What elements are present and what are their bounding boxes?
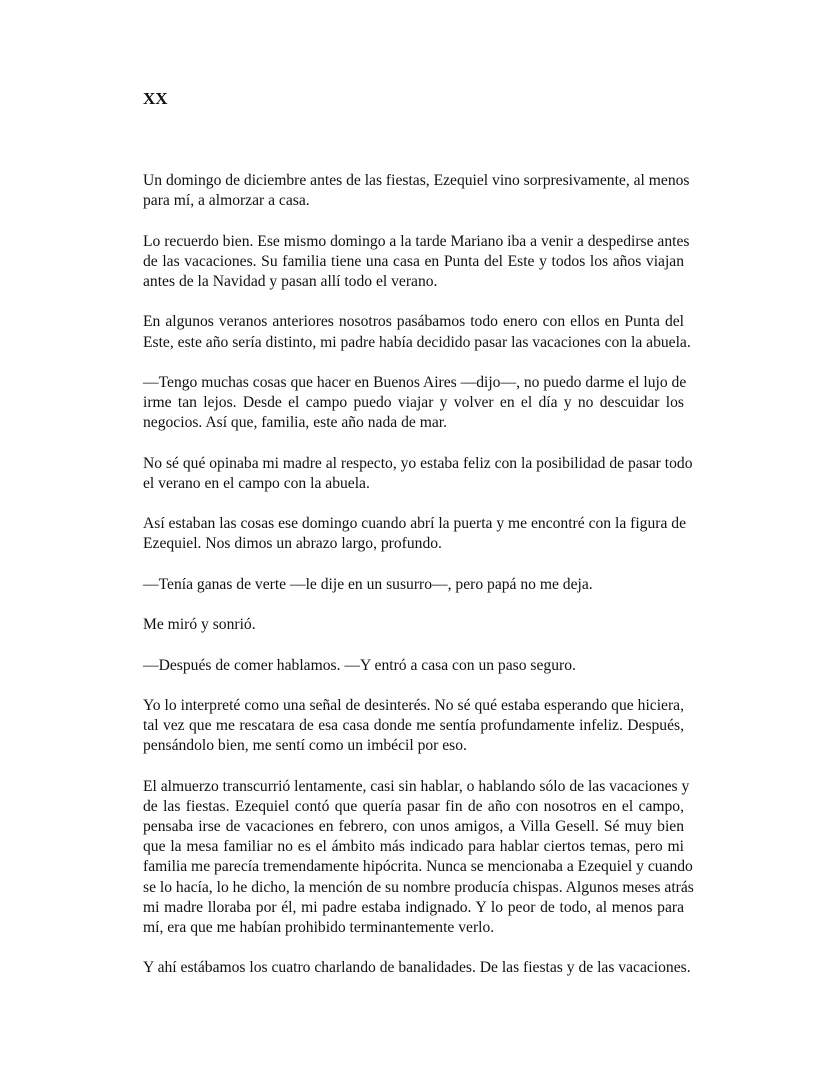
text-line: No sé qué opinaba mi madre al respecto, yo estaba feliz con la posibilidad de pasar todo (143, 454, 693, 472)
chapter-title: XX (143, 89, 168, 108)
text-line: mi madre lloraba por él, mi padre estaba indignado. Y lo peor de todo, al menos para (143, 898, 684, 916)
paragraph (143, 171, 690, 211)
paragraph (143, 232, 690, 293)
text-line: Este, este año sería distinto, mi padre había decidido pasar las vacaciones con la abuela. (143, 333, 691, 351)
text-line: tal vez que me rescatara de esa casa donde me sentía profundamente infeliz. Después, (143, 717, 684, 735)
paragraph (143, 656, 684, 676)
text-line: —Después de comer hablamos. —Y entró a casa con un paso seguro. (143, 656, 576, 674)
text-line: familia me parecía tremendamente hipócrita. Nunca se mencionaba a Ezequiel y cuando (143, 858, 693, 876)
text-line: Así estaban las cosas ese domingo cuando abrí la puerta y me encontré con la figura de (143, 515, 686, 533)
text-line: Un domingo de diciembre antes de las fiestas, Ezequiel vino sorpresivamente, al menos (143, 172, 690, 189)
text-line: Ezequiel. Nos dimos un abrazo largo, profundo. (143, 535, 442, 553)
text-line: Me miró y sonrió. (143, 616, 256, 634)
paragraph (143, 312, 691, 352)
text-line: mí, era que me habían prohibido terminantemente verlo. (143, 918, 495, 936)
text-line: de las vacaciones. Su familia tiene una casa en Punta del Este y todos los años viajan (143, 252, 684, 270)
paragraph (143, 514, 684, 554)
text-line: En algunos veranos anteriores nosotros pasábamos todo enero con ellos en Punta del (143, 313, 684, 331)
paragraph (143, 615, 684, 635)
paragraph (143, 777, 694, 939)
text-line: negocios. Así que, familia, este año nada de mar. (143, 414, 447, 432)
text-line: pensaba irse de vacaciones en febrero, con unos amigos, a Villa Gesell. Sé muy bien (143, 818, 684, 835)
text-line: antes de la Navidad y pasan allí todo el verano. (143, 272, 438, 290)
text-line: se lo hacía, lo he dicho, la mención de su nombre producía chispas. Algunos meses atrás (143, 878, 694, 896)
text-line: que la mesa familiar no es el ámbito más indicado para hablar ciertos temas, pero mi (143, 838, 684, 856)
text-line: de las fiestas. Ezequiel contó que quería pasar fin de año con nosotros en el campo, (143, 797, 684, 815)
text-line: pensándolo bien, me sentí como un imbécil por eso. (143, 737, 467, 755)
paragraph (143, 696, 684, 757)
text-line: —Tengo muchas cosas que hacer en Buenos Aires —dijo—, no puedo darme el lujo de (143, 373, 687, 391)
text-line: Y ahí estábamos los cuatro charlando de banalidades. De las fiestas y de las vacaciones. (143, 959, 691, 977)
paragraph (143, 958, 691, 978)
paragraph (143, 454, 693, 494)
text-line: para mí, a almorzar a casa. (143, 192, 310, 210)
text-line: Lo recuerdo bien. Ese mismo domingo a la tarde Mariano iba a venir a despedirse antes (143, 232, 690, 250)
text-line: —Tenía ganas de verte —le dije en un susurro—, pero papá no me deja. (143, 575, 593, 593)
text-line: irme tan lejos. Desde el campo puedo viajar y volver en el día y no descuidar los (143, 394, 684, 412)
paragraph (143, 575, 684, 595)
text-line: Yo lo interpreté como una señal de desinterés. No sé qué estaba esperando que hiciera, (143, 696, 684, 714)
text-line: El almuerzo transcurrió lentamente, casi sin hablar, o hablando sólo de las vacaciones y (143, 777, 690, 795)
text-line: el verano en el campo con la abuela. (143, 474, 370, 492)
document-body (143, 171, 694, 999)
paragraph (143, 373, 687, 434)
